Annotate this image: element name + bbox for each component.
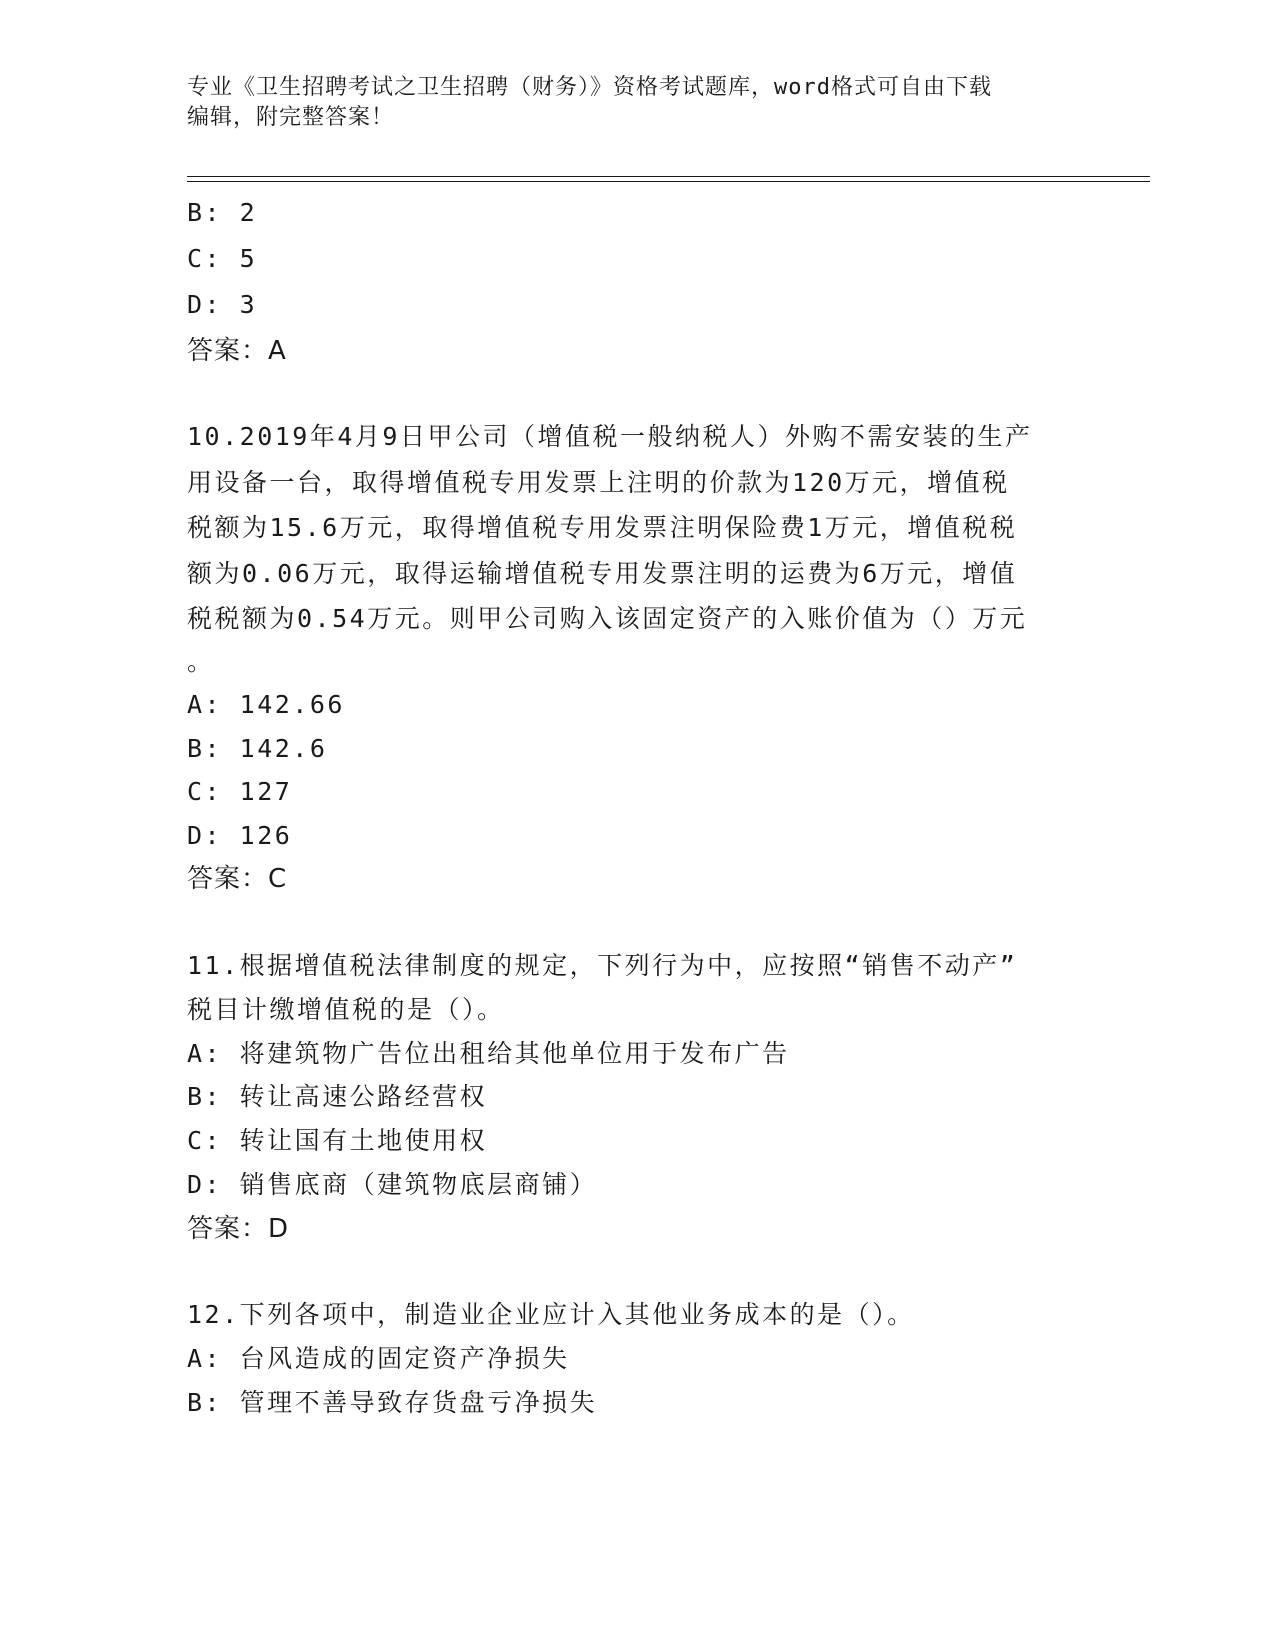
question-10-stem xyxy=(187,414,1087,682)
answer: 答案：D xyxy=(187,1214,290,1244)
option-b: B: 管理不善导致存货盘亏净损失 xyxy=(187,1388,598,1417)
stem-line: 用设备一台，取得增值税专用发票上注明的价款为120万元，增值税 xyxy=(187,467,1010,497)
spacer xyxy=(187,374,1087,414)
option-d: D: 销售底商（建筑物底层商铺） xyxy=(187,1170,598,1199)
question-11 xyxy=(187,943,1087,1252)
stem-line: 税目计缴增值税的是（）。 xyxy=(187,995,505,1024)
option-b: B: 2 xyxy=(187,198,258,227)
answer: 答案：A xyxy=(187,336,287,366)
document-header xyxy=(187,73,1067,133)
stem-line: 11.根据增值税法律制度的规定，下列行为中，应按照“销售不动产” xyxy=(187,950,1018,980)
option-b: B: 142.6 xyxy=(187,733,328,763)
option-a: A: 142.66 xyxy=(187,689,345,719)
answer: 答案：C xyxy=(187,863,288,894)
stem-line: 额为0.06万元，取得运输增值税专用发票注明的运费为6万元，增值 xyxy=(187,558,1018,588)
option-b: B: 转让高速公路经营权 xyxy=(187,1082,488,1111)
question-12 xyxy=(187,1293,1087,1425)
option-d: D: 3 xyxy=(187,290,258,319)
stem-line: 10.2019年4月9日甲公司（增值税一般纳税人）外购不需安装的生产 xyxy=(187,422,1033,451)
question-11-stem xyxy=(187,943,1087,1033)
spacer xyxy=(187,1251,1087,1293)
header-rule-top xyxy=(187,176,1150,177)
spacer xyxy=(187,901,1087,943)
option-c: C: 转让国有土地使用权 xyxy=(187,1126,488,1155)
stem-line: 。 xyxy=(187,646,215,676)
stem-line: 税税额为0.54万元。则甲公司购入该固定资产的入账价值为（）万元 xyxy=(187,604,1028,633)
stem-line: 税额为15.6万元，取得增值税专用发票注明保险费1万元，增值税税 xyxy=(187,513,1018,542)
header-rule-bottom xyxy=(187,181,1150,182)
question-content xyxy=(187,190,1087,1425)
option-d: D: 126 xyxy=(187,820,293,850)
stem-line: 12.下列各项中，制造业企业应计入其他业务成本的是（）。 xyxy=(187,1300,915,1329)
question-9-tail xyxy=(187,190,1087,374)
option-a: A: 将建筑物广告位出租给其他单位用于发布广告 xyxy=(187,1039,790,1068)
question-12-stem xyxy=(187,1293,1087,1337)
header-line-2: 编辑，附完整答案！ xyxy=(187,105,395,130)
header-line-1: 专业《卫生招聘考试之卫生招聘（财务）》资格考试题库，word格式可自由下载 xyxy=(187,75,992,100)
option-c: C: 127 xyxy=(187,776,293,806)
option-a: A: 台风造成的固定资产净损失 xyxy=(187,1344,570,1373)
question-10 xyxy=(187,414,1087,901)
option-c: C: 5 xyxy=(187,244,258,273)
